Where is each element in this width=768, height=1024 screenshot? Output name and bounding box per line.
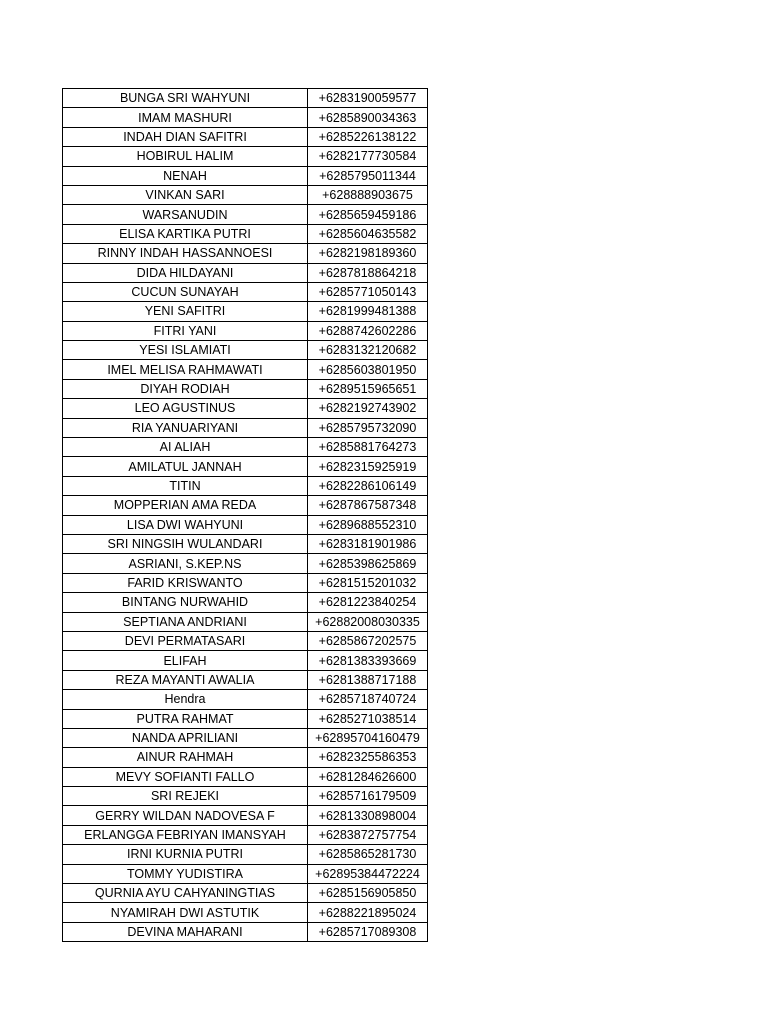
contact-phone-cell: +6281223840254 [308,593,428,612]
table-row [63,166,428,185]
contact-phone-cell: +62882008030335 [308,612,428,631]
contact-phone-cell: +62895704160479 [308,728,428,747]
contact-phone-cell: +6283190059577 [308,89,428,108]
table-row [63,399,428,418]
table-row [63,903,428,922]
contact-name-cell: QURNIA AYU CAHYANINGTIAS [63,884,308,903]
contact-name-cell: SEPTIANA ANDRIANI [63,612,308,631]
table-row [63,282,428,301]
contact-phone-cell: +628888903675 [308,185,428,204]
contact-phone-cell: +6288742602286 [308,321,428,340]
table-row [63,593,428,612]
contact-table-body [63,89,428,942]
contact-phone-cell: +6287818864218 [308,263,428,282]
table-row [63,147,428,166]
contact-phone-cell: +6282315925919 [308,457,428,476]
contact-name-cell: FITRI YANI [63,321,308,340]
contact-phone-cell: +6281284626600 [308,767,428,786]
table-row [63,476,428,495]
table-row [63,302,428,321]
contact-phone-cell: +6283872757754 [308,825,428,844]
table-row [63,89,428,108]
table-row [63,360,428,379]
table-row [63,108,428,127]
table-row [63,573,428,592]
contact-name-cell: INDAH DIAN SAFITRI [63,127,308,146]
contact-name-cell: WARSANUDIN [63,205,308,224]
contact-phone-cell: +6285865281730 [308,845,428,864]
contact-name-cell: Hendra [63,690,308,709]
table-row [63,127,428,146]
table-row [63,185,428,204]
table-row [63,244,428,263]
contact-phone-cell: +6285771050143 [308,282,428,301]
contact-phone-cell: +6283132120682 [308,341,428,360]
table-row [63,728,428,747]
contact-name-cell: AINUR RAHMAH [63,748,308,767]
contact-phone-cell: +6285226138122 [308,127,428,146]
contact-phone-cell: +6285795011344 [308,166,428,185]
contact-name-cell: GERRY WILDAN NADOVESA F [63,806,308,825]
contact-name-cell: REZA MAYANTI AWALIA [63,670,308,689]
contact-name-cell: YESI ISLAMIATI [63,341,308,360]
contact-name-cell: DIDA HILDAYANI [63,263,308,282]
contact-table [62,88,428,942]
contact-name-cell: SRI NINGSIH WULANDARI [63,534,308,553]
contact-phone-cell: +6285890034363 [308,108,428,127]
contact-name-cell: MOPPERIAN AMA REDA [63,496,308,515]
contact-name-cell: SRI REJEKI [63,787,308,806]
contact-phone-cell: +6285604635582 [308,224,428,243]
contact-name-cell: YENI SAFITRI [63,302,308,321]
contact-phone-cell: +6282177730584 [308,147,428,166]
table-row [63,515,428,534]
table-row [63,767,428,786]
contact-name-cell: ASRIANI, S.KEP.NS [63,554,308,573]
contact-phone-cell: +6282286106149 [308,476,428,495]
table-row [63,341,428,360]
table-row [63,709,428,728]
contact-name-cell: IMAM MASHURI [63,108,308,127]
contact-phone-cell: +6285271038514 [308,709,428,728]
table-row [63,884,428,903]
table-row [63,787,428,806]
table-row [63,224,428,243]
table-row [63,379,428,398]
contact-phone-cell: +6285881764273 [308,438,428,457]
contact-phone-cell: +6289688552310 [308,515,428,534]
table-row [63,651,428,670]
contact-name-cell: IRNI KURNIA PUTRI [63,845,308,864]
contact-name-cell: AI ALIAH [63,438,308,457]
contact-phone-cell: +6285603801950 [308,360,428,379]
contact-name-cell: ELIFAH [63,651,308,670]
contact-phone-cell: +6285717089308 [308,922,428,941]
contact-phone-cell: +6282192743902 [308,399,428,418]
table-row [63,496,428,515]
contact-name-cell: LEO AGUSTINUS [63,399,308,418]
contact-phone-cell: +6285718740724 [308,690,428,709]
contact-name-cell: DEVINA MAHARANI [63,922,308,941]
contact-phone-cell: +6285659459186 [308,205,428,224]
contact-name-cell: FARID KRISWANTO [63,573,308,592]
table-row [63,748,428,767]
table-row [63,263,428,282]
contact-phone-cell: +6285398625869 [308,554,428,573]
table-row [63,457,428,476]
contact-name-cell: DIYAH RODIAH [63,379,308,398]
contact-phone-cell: +6281330898004 [308,806,428,825]
contact-name-cell: AMILATUL JANNAH [63,457,308,476]
contact-name-cell: BINTANG NURWAHID [63,593,308,612]
contact-name-cell: IMEL MELISA RAHMAWATI [63,360,308,379]
contact-phone-cell: +6281388717188 [308,670,428,689]
table-row [63,534,428,553]
contact-name-cell: TOMMY YUDISTIRA [63,864,308,883]
contact-phone-cell: +6287867587348 [308,496,428,515]
table-row [63,438,428,457]
contact-phone-cell: +6281383393669 [308,651,428,670]
table-row [63,554,428,573]
contact-name-cell: ERLANGGA FEBRIYAN IMANSYAH [63,825,308,844]
contact-name-cell: HOBIRUL HALIM [63,147,308,166]
contact-name-cell: BUNGA SRI WAHYUNI [63,89,308,108]
contact-name-cell: DEVI PERMATASARI [63,631,308,650]
contact-phone-cell: +6281515201032 [308,573,428,592]
table-row [63,922,428,941]
contact-name-cell: LISA DWI WAHYUNI [63,515,308,534]
contact-phone-cell: +6285156905850 [308,884,428,903]
table-row [63,825,428,844]
contact-name-cell: RIA YANUARIYANI [63,418,308,437]
contact-phone-cell: +6285795732090 [308,418,428,437]
table-row [63,845,428,864]
contact-name-cell: ELISA KARTIKA PUTRI [63,224,308,243]
contact-name-cell: NYAMIRAH DWI ASTUTIK [63,903,308,922]
table-row [63,690,428,709]
table-row [63,631,428,650]
contact-phone-cell: +6282198189360 [308,244,428,263]
table-row [63,864,428,883]
table-row [63,806,428,825]
contact-name-cell: MEVY SOFIANTI FALLO [63,767,308,786]
table-row [63,418,428,437]
contact-name-cell: NENAH [63,166,308,185]
table-row [63,612,428,631]
contact-name-cell: VINKAN SARI [63,185,308,204]
table-row [63,670,428,689]
contact-name-cell: CUCUN SUNAYAH [63,282,308,301]
table-row [63,321,428,340]
contact-phone-cell: +6282325586353 [308,748,428,767]
contact-phone-cell: +6283181901986 [308,534,428,553]
contact-phone-cell: +62895384472224 [308,864,428,883]
contact-name-cell: PUTRA RAHMAT [63,709,308,728]
contact-phone-cell: +6288221895024 [308,903,428,922]
contact-phone-cell: +6285867202575 [308,631,428,650]
contact-name-cell: NANDA APRILIANI [63,728,308,747]
contact-phone-cell: +6289515965651 [308,379,428,398]
table-row [63,205,428,224]
contact-phone-cell: +6285716179509 [308,787,428,806]
contact-name-cell: TITIN [63,476,308,495]
contact-phone-cell: +6281999481388 [308,302,428,321]
contact-name-cell: RINNY INDAH HASSANNOESI [63,244,308,263]
